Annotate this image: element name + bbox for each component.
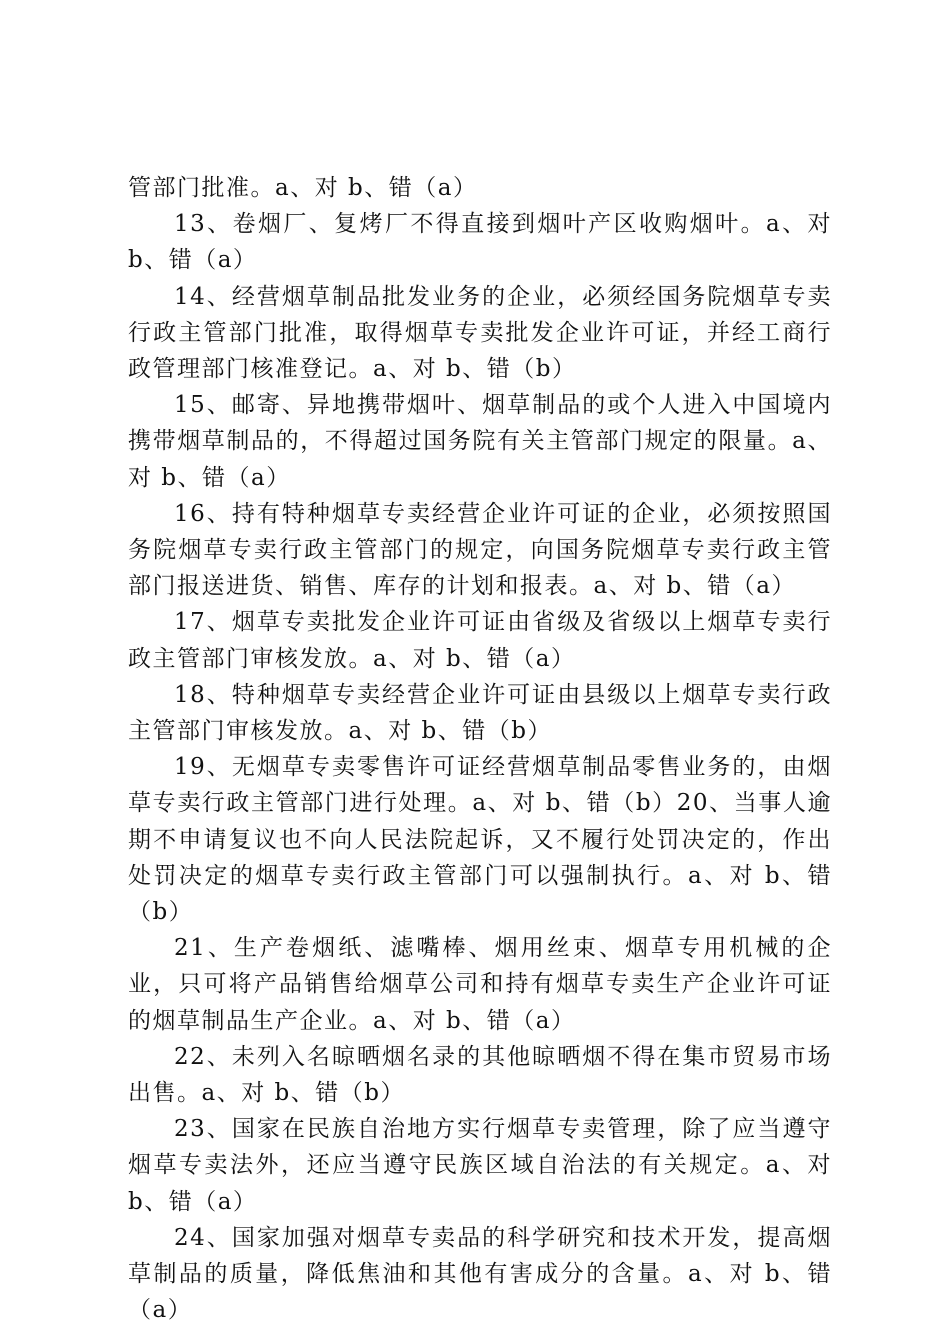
question-19-20: 19、无烟草专卖零售许可证经营烟草制品零售业务的，由烟草专卖行政主管部门进行处理。a、对 b、错（b）20、当事人逾期不申请复议也不向人民法院起诉，又不履行处罚决定的，作出处罚决定的烟草专卖行政主管部门可以强制执行。a、对 b、错（b）	[128, 754, 832, 926]
question-18: 18、特种烟草专卖经营企业许可证由县级以上烟草专卖行政主管部门审核发放。a、对 b、错（b）	[128, 681, 832, 745]
document-body	[128, 170, 832, 1329]
question-15: 15、邮寄、异地携带烟叶、烟草制品的或个人进入中国境内携带烟草制品的，不得超过国务院有关主管部门规定的限量。a、对 b、错（a）	[128, 392, 832, 491]
question-13: 13、卷烟厂、复烤厂不得直接到烟叶产区收购烟叶。a、对 b、错（a）	[128, 211, 832, 274]
question-17: 17、烟草专卖批发企业许可证由省级及省级以上烟草专卖行政主管部门审核发放。a、对 b、错（a）	[128, 609, 832, 672]
question-23: 23、国家在民族自治地方实行烟草专卖管理，除了应当遵守烟草专卖法外，还应当遵守民族区域自治法的有关规定。a、对 b、错（a）	[128, 1116, 832, 1215]
question-22: 22、未列入名晾晒烟名录的其他晾晒烟不得在集市贸易市场出售。a、对 b、错（b）	[128, 1043, 832, 1107]
question-16: 16、持有特种烟草专卖经营企业许可证的企业，必须按照国务院烟草专卖行政主管部门的规定，向国务院烟草专卖行政主管部门报送进货、销售、库存的计划和报表。a、对 b、错（a）	[128, 500, 832, 600]
question-24: 24、国家加强对烟草专卖品的科学研究和技术开发，提高烟草制品的质量，降低焦油和其他有害成分的含量。a、对 b、错（a）	[128, 1224, 832, 1324]
question-21: 21、生产卷烟纸、滤嘴棒、烟用丝束、烟草专用机械的企业，只可将产品销售给烟草公司和持有烟草专卖生产企业许可证的烟草制品生产企业。a、对 b、错（a）	[128, 935, 832, 1034]
paragraph-continuation: 管部门批准。a、对 b、错（a）	[128, 175, 478, 201]
question-14: 14、经营烟草制品批发业务的企业，必须经国务院烟草专卖行政主管部门批准，取得烟草专卖批发企业许可证，并经工商行政管理部门核准登记。a、对 b、错（b）	[128, 283, 832, 383]
